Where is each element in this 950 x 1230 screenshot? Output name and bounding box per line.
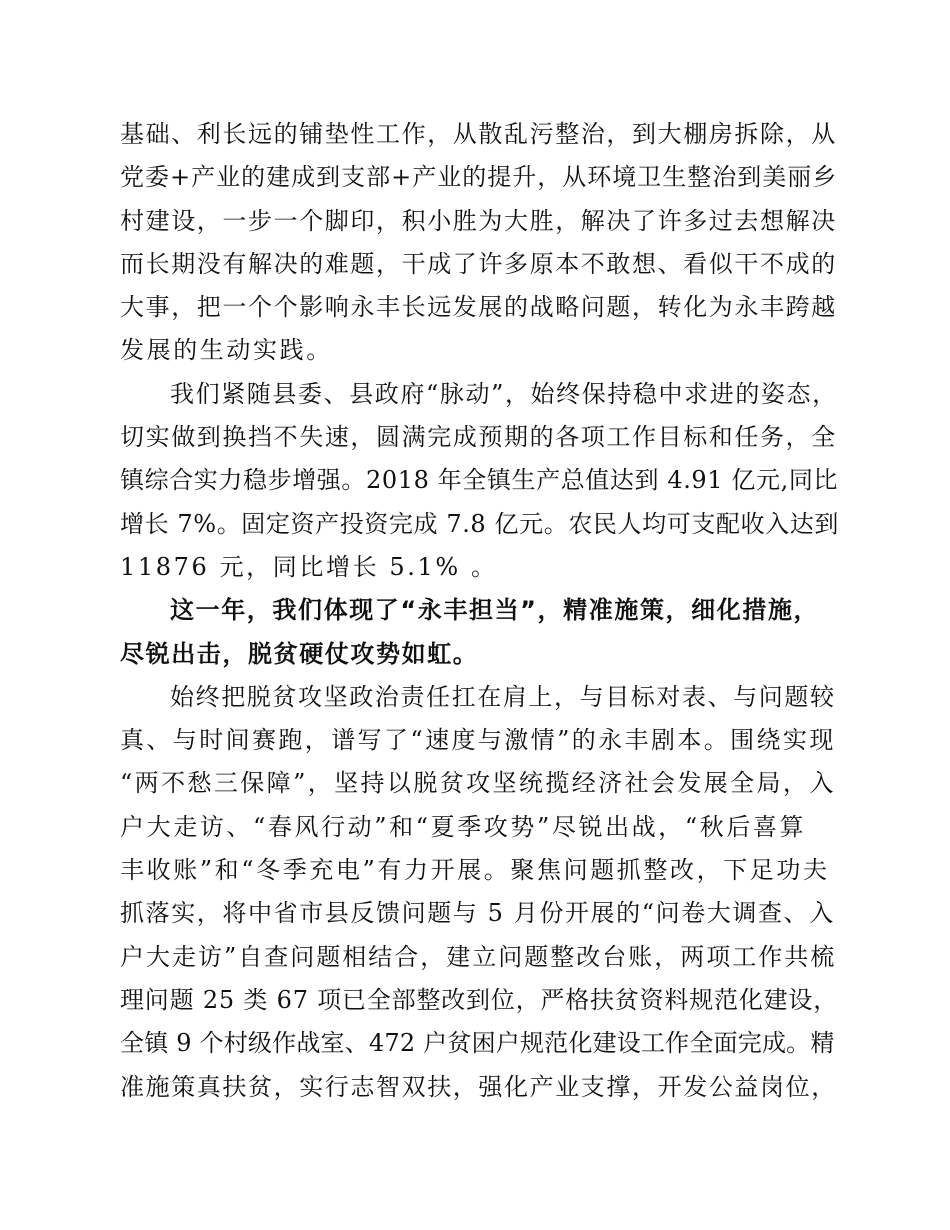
heading-line: 尽锐出击，脱贫硬仗攻势如虹。 bbox=[120, 639, 479, 668]
text-line: 我们紧随县委、县政府“脉动”，始终保持稳中求进的姿态， bbox=[170, 379, 838, 408]
text-line: 真、与时间赛跑，谱写了“速度与激情”的永丰剧本。围绕实现 bbox=[120, 726, 836, 755]
text-line: 党委+产业的建成到支部+产业的提升，从环境卫生整治到美丽乡 bbox=[120, 163, 838, 192]
text-line: 增长 7%。固定资产投资完成 7.8 亿元。农民人均可支配收入达到 bbox=[120, 509, 839, 538]
text-line: 发展的生动实践。 bbox=[120, 336, 333, 365]
paragraph-economic-growth bbox=[120, 373, 840, 589]
text-line: 11876 元，同比增长 5.1% 。 bbox=[120, 552, 498, 581]
text-line: 理问题 25 类 67 项已全部整改到位，严格扶贫资料规范化建设， bbox=[120, 985, 838, 1014]
text-line: 全镇 9 个村级作战室、472 户贫困户规范化建设工作全面完成。精 bbox=[120, 1029, 835, 1058]
paragraph-groundwork bbox=[120, 113, 840, 373]
text-line: 镇综合实力稳步增强。2018 年全镇生产总值达到 4.91 亿元,同比 bbox=[120, 466, 839, 495]
paragraph-poverty-alleviation bbox=[120, 676, 840, 1109]
text-line: 而长期没有解决的难题，干成了许多原本不敢想、看似干不成的 bbox=[120, 249, 837, 278]
text-line: 切实做到换挡不失速，圆满完成预期的各项工作目标和任务，全 bbox=[120, 423, 837, 452]
text-line: 户大走访”自查问题相结合，建立问题整改台账，两项工作共梳 bbox=[120, 942, 837, 971]
text-line: 大事，把一个个影响永丰长远发展的战略问题，转化为永丰跨越 bbox=[120, 293, 837, 322]
section-heading bbox=[120, 589, 840, 676]
text-line: 丰收账”和“冬季充电”有力开展。聚焦问题抓整改，下足功夫 bbox=[120, 856, 830, 885]
text-line: 准施策真扶贫，实行志智双扶，强化产业支撑，开发公益岗位， bbox=[120, 1072, 837, 1101]
text-line: 户大走访、“春风行动”和“夏季攻势”尽锐出战，“秋后喜算 bbox=[120, 812, 807, 841]
text-line: “两不愁三保障”，坚持以脱贫攻坚统揽经济社会发展全局，入 bbox=[120, 769, 836, 798]
text-line: 基础、利长远的铺垫性工作，从散乱污整治，到大棚房拆除，从 bbox=[120, 120, 837, 148]
text-line: 始终把脱贫攻坚政治责任扛在肩上，与目标对表、与问题较 bbox=[170, 682, 836, 711]
text-line: 抓落实，将中省市县反馈问题与 5 月份开展的“问卷大调查、入 bbox=[120, 899, 835, 928]
text-line: 村建设，一步一个脚印，积小胜为大胜，解决了许多过去想解决 bbox=[120, 206, 837, 235]
heading-line: 这一年，我们体现了“永丰担当”，精准施策，细化措施， bbox=[170, 596, 820, 625]
document-body bbox=[120, 113, 840, 1109]
